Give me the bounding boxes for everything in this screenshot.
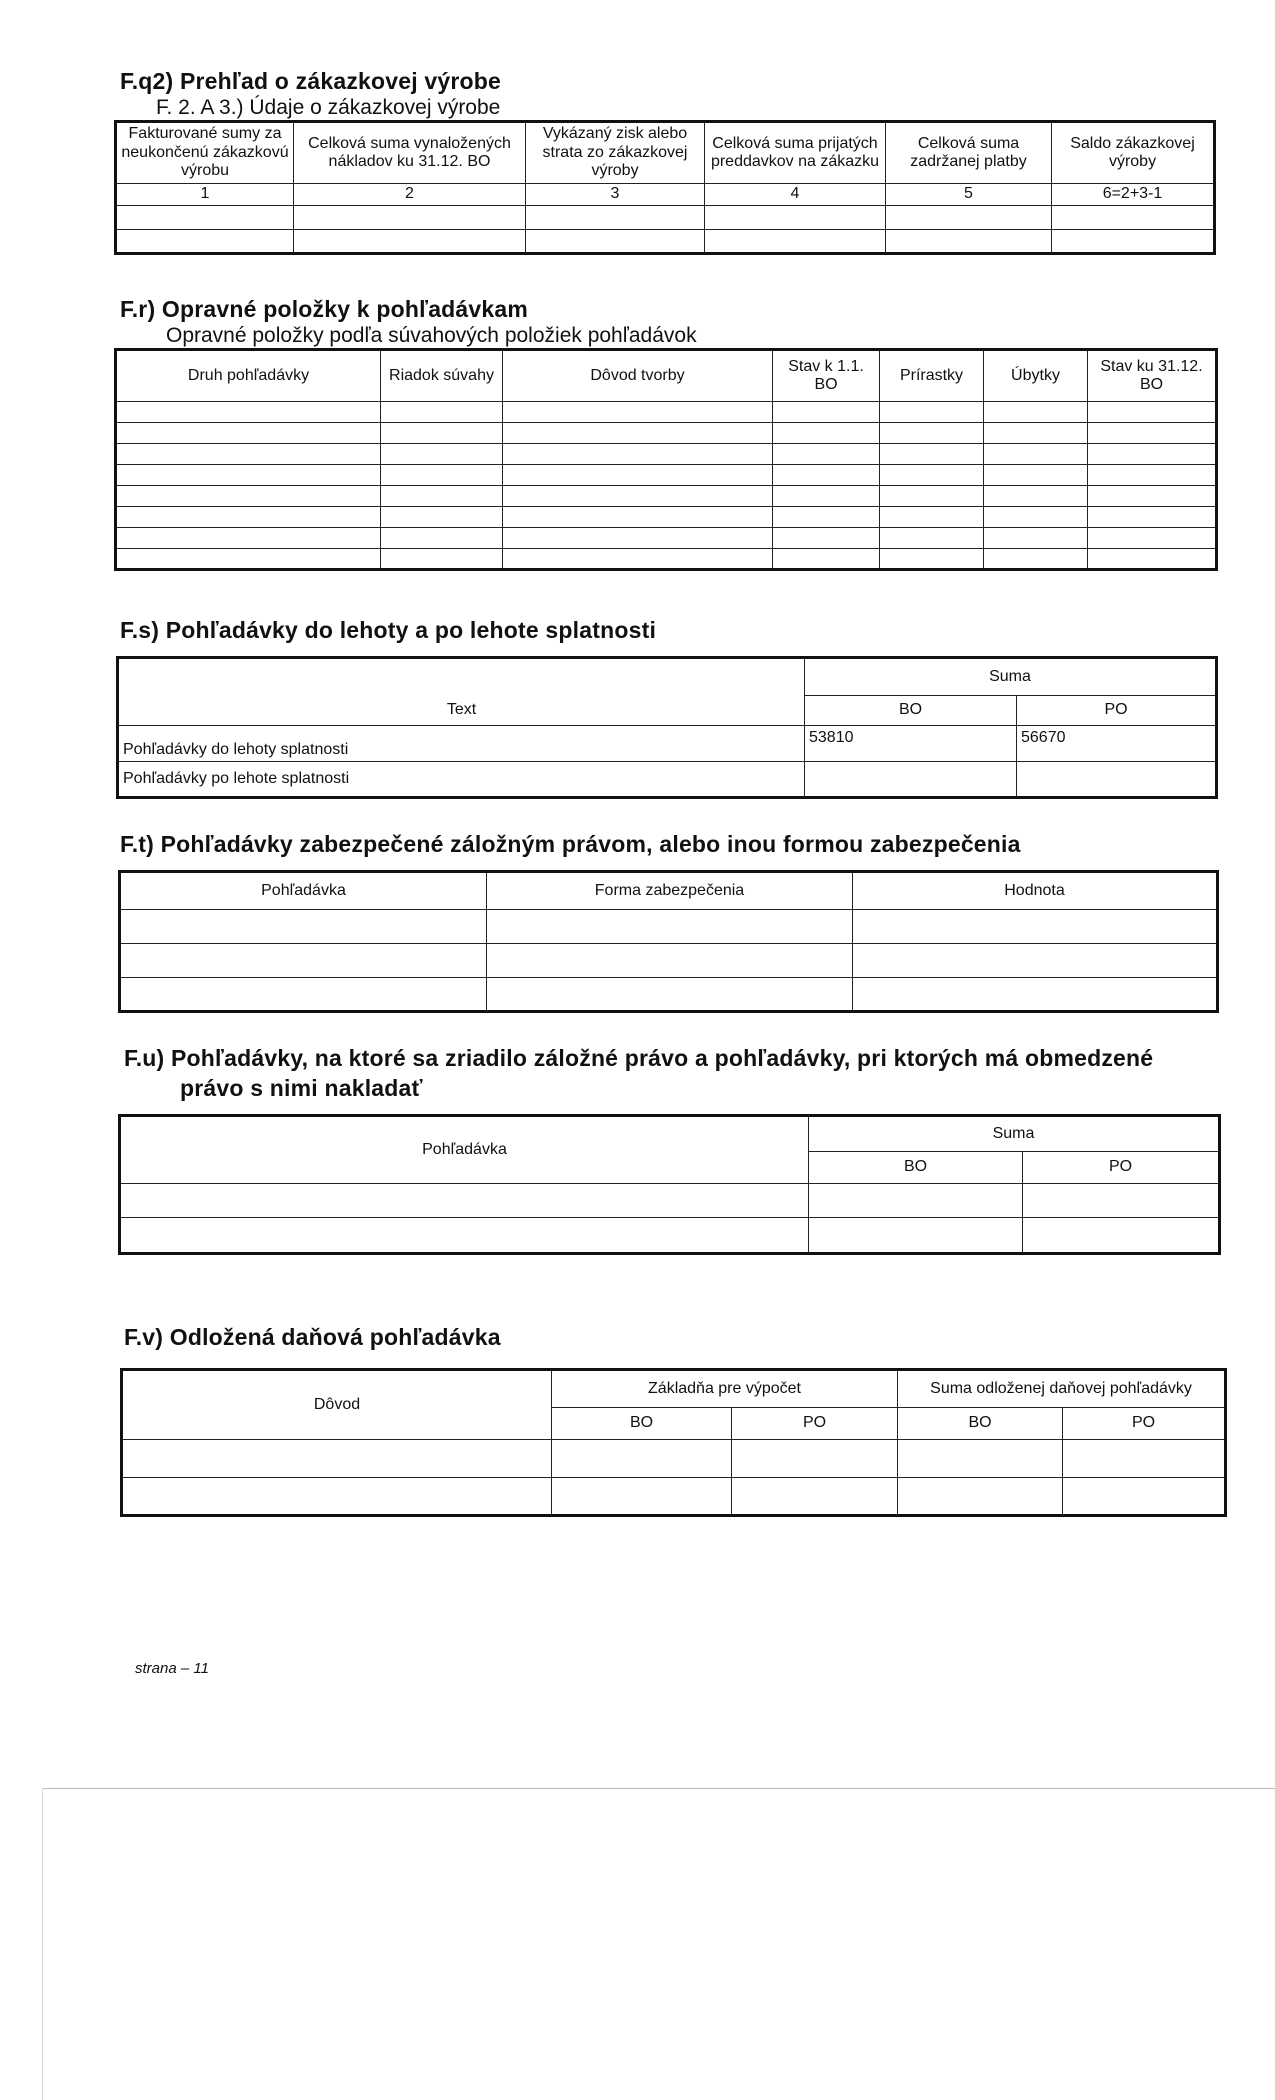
table-row [118,726,1217,762]
fr-header-riadok: Riadok súvahy [381,350,503,402]
fq2-header-5: Celková suma zadržanej platby [886,122,1052,184]
fu-header-suma: Suma [809,1116,1220,1152]
fq2-colnum-1: 1 [116,184,294,206]
table-row [116,549,1217,570]
table-fv [120,1368,1227,1517]
table-row [116,507,1217,528]
section-fq2-title: F.q2) Prehľad o zákazkovej výrobe [120,68,502,94]
page-number: strana – 11 [135,1660,209,1677]
section-fv-title: F.v) Odložená daňová pohľadávka [124,1324,501,1350]
fq2-colnum-4: 4 [705,184,886,206]
table-row [116,206,1215,230]
table-fs [116,656,1218,799]
section-fr-title: F.r) Opravné položky k pohľadávkam [120,296,529,322]
fr-header-druh: Druh pohľadávky [116,350,381,402]
fq2-colnum-6: 6=2+3-1 [1052,184,1215,206]
table-row [116,423,1217,444]
table-fq2 [114,120,1216,255]
fs-row-bo-value [805,762,1017,798]
fr-header-dovod: Dôvod tvorby [503,350,773,402]
table-row [116,528,1217,549]
table-row [116,444,1217,465]
section-fr-subtitle: Opravné položky podľa súvahových položiek pohľadávok [166,324,697,347]
fq2-header-1: Fakturované sumy za neukončenú zákazkovú výrobu [116,122,294,184]
fs-header-bo: BO [805,696,1017,726]
fs-row-bo-value: 53810 [805,726,1017,762]
table-row [116,486,1217,507]
fv-header-zaklad-po: PO [732,1408,898,1440]
fs-header-po: PO [1017,696,1217,726]
fu-header-po: PO [1023,1152,1220,1184]
ft-header-forma: Forma zabezpečenia [487,872,853,910]
ft-header-pohladavka: Pohľadávka [120,872,487,910]
page-edge-bottom [42,1788,1275,1789]
fv-header-zaklad: Základňa pre výpočet [552,1370,898,1408]
section-fu-title: F.u) Pohľadávky, na ktoré sa zriadilo záložné právo a pohľadávky, pri ktorých má obmedzené [124,1045,1154,1071]
fu-header-bo: BO [809,1152,1023,1184]
fs-row-label: Pohľadávky do lehoty splatnosti [118,726,805,762]
table-row [122,1440,1226,1478]
section-fs-title: F.s) Pohľadávky do lehoty a po lehote splatnosti [120,617,657,643]
table-fr [114,348,1218,571]
fq2-header-4: Celková suma prijatých preddavkov na zákazku [705,122,886,184]
table-row [116,230,1215,254]
fq2-colnum-5: 5 [886,184,1052,206]
fr-header-ubytky: Úbytky [984,350,1088,402]
fu-header-pohladavka: Pohľadávka [120,1116,809,1184]
table-row [120,944,1218,978]
fq2-header-2: Celková suma vynaložených nákladov ku 31.12. BO [294,122,526,184]
table-row [116,465,1217,486]
ft-header-hodnota: Hodnota [853,872,1218,910]
fs-row-po-value [1017,762,1217,798]
table-row [116,402,1217,423]
fq2-header-6: Saldo zákazkovej výroby [1052,122,1215,184]
fs-header-text: Text [118,658,805,726]
table-row [120,1218,1220,1254]
fs-row-label: Pohľadávky po lehote splatnosti [118,762,805,798]
fs-header-suma: Suma [805,658,1217,696]
fv-header-suma-bo: BO [898,1408,1063,1440]
page-edge-left [42,1788,43,2100]
table-row [118,762,1217,798]
fr-header-stav-1-1: Stav k 1.1. BO [773,350,880,402]
fv-header-zaklad-bo: BO [552,1408,732,1440]
fq2-colnum-2: 2 [294,184,526,206]
table-fu [118,1114,1221,1255]
table-row [122,1478,1226,1516]
fv-header-suma-po: PO [1063,1408,1226,1440]
section-ft-title: F.t) Pohľadávky zabezpečené záložným právom, alebo inou formou zabezpečenia [120,831,1021,857]
fq2-colnum-3: 3 [526,184,705,206]
fr-header-prirastky: Prírastky [880,350,984,402]
fr-header-stav-31-12: Stav ku 31.12. BO [1088,350,1217,402]
section-fq2-subtitle: F. 2. A 3.) Údaje o zákazkovej výrobe [156,96,501,119]
table-row [120,978,1218,1012]
table-row [120,910,1218,944]
section-fu-title-line2: právo s nimi nakladať [180,1075,423,1101]
table-row [120,1184,1220,1218]
fq2-header-3: Vykázaný zisk alebo strata zo zákazkovej výroby [526,122,705,184]
fs-row-po-value: 56670 [1017,726,1217,762]
fv-header-dovod: Dôvod [122,1370,552,1440]
table-ft [118,870,1219,1013]
fv-header-suma: Suma odloženej daňovej pohľadávky [898,1370,1226,1408]
